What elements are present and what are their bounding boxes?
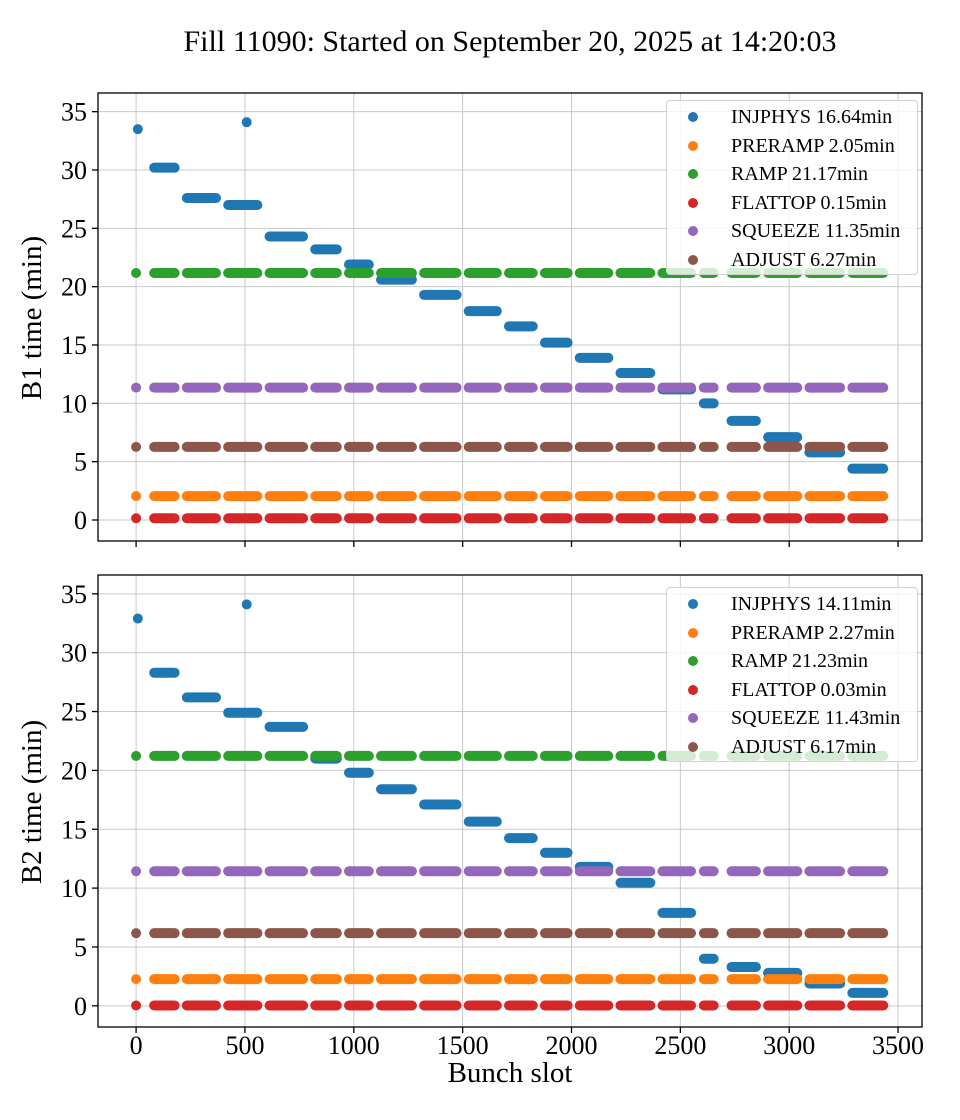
y-tick-label: 15 bbox=[61, 815, 87, 845]
legend-item-FLATTOP bbox=[667, 189, 917, 218]
y-tick-label: 25 bbox=[61, 697, 87, 727]
legend-item-SQUEEZE bbox=[667, 217, 917, 246]
y-tick-label: 0 bbox=[74, 506, 87, 535]
scatter-dot bbox=[131, 928, 141, 938]
legend-label: ADJUST 6.27min bbox=[731, 248, 877, 271]
legend-marker-dot bbox=[688, 198, 698, 208]
legend-marker-dot bbox=[688, 656, 698, 666]
legend-marker-dot bbox=[688, 685, 698, 695]
series-ADJUST bbox=[131, 442, 883, 452]
legend-item-RAMP bbox=[667, 647, 917, 676]
legend-item-FLATTOP bbox=[667, 676, 917, 705]
legend-label: SQUEEZE 11.35min bbox=[731, 220, 901, 242]
y-tick-label: 20 bbox=[61, 272, 87, 302]
y-tick-label: 5 bbox=[74, 932, 87, 962]
series-FLATTOP bbox=[131, 513, 883, 523]
legend-label: RAMP 21.17min bbox=[731, 163, 869, 185]
legend-item-INJPHYS bbox=[667, 590, 917, 619]
legend-label: RAMP 21.23min bbox=[731, 650, 869, 672]
legend-item-INJPHYS bbox=[667, 103, 917, 132]
y-tick-label: 25 bbox=[61, 214, 87, 244]
legend-marker-dot bbox=[688, 255, 698, 265]
scatter-dot bbox=[131, 442, 141, 452]
legend-marker-dot bbox=[688, 226, 698, 236]
legend-label: ADJUST 6.17min bbox=[731, 735, 877, 758]
series-PRERAMP bbox=[131, 974, 883, 984]
y-tick-label: 15 bbox=[61, 331, 87, 360]
x-tick-label: 2500 bbox=[654, 1031, 707, 1060]
y-tick-label: 35 bbox=[61, 97, 87, 127]
y-tick-label: 0 bbox=[74, 991, 87, 1021]
scatter-dot bbox=[133, 614, 143, 624]
legend-label: INJPHYS 14.11min bbox=[731, 593, 892, 615]
legend-marker-dot bbox=[688, 599, 698, 609]
series-ADJUST bbox=[131, 928, 883, 938]
scatter-dot bbox=[131, 1000, 141, 1010]
scatter-dot bbox=[242, 117, 252, 127]
series-PRERAMP bbox=[131, 491, 883, 501]
legend-item-SQUEEZE bbox=[667, 704, 917, 733]
legend-item-PRERAMP bbox=[667, 619, 917, 648]
legend-marker-dot bbox=[688, 112, 698, 122]
x-tick-label: 1000 bbox=[327, 1031, 380, 1060]
y-tick-label: 35 bbox=[61, 579, 87, 609]
y-axis-label-b1: B1 time (min) bbox=[16, 235, 48, 401]
legend-label: INJPHYS 16.64min bbox=[731, 106, 893, 128]
scatter-dot bbox=[131, 491, 141, 501]
x-tick-label: 3000 bbox=[763, 1031, 816, 1060]
legend-b1 bbox=[666, 100, 918, 275]
legend-marker-dot bbox=[688, 628, 698, 638]
x-tick-label: 0 bbox=[129, 1031, 143, 1060]
legend-marker-dot bbox=[688, 169, 698, 179]
legend-marker-dot bbox=[688, 141, 698, 151]
y-tick-label: 30 bbox=[61, 156, 87, 185]
figure-title: Fill 11090: Started on September 20, 2025 at 14:20:03 bbox=[183, 25, 837, 58]
y-tick-label: 30 bbox=[61, 638, 87, 668]
legend-label: SQUEEZE 11.43min bbox=[731, 707, 901, 729]
scatter-dot bbox=[242, 599, 252, 609]
legend-b2 bbox=[666, 587, 918, 762]
scatter-dot bbox=[131, 751, 141, 761]
x-axis-label: Bunch slot bbox=[447, 1057, 573, 1089]
legend-label: FLATTOP 0.15min bbox=[731, 191, 887, 214]
legend-label: PRERAMP 2.27min bbox=[731, 621, 895, 644]
scatter-dot bbox=[133, 124, 143, 134]
y-axis-label-b2: B2 time (min) bbox=[16, 719, 48, 885]
scatter-dot bbox=[131, 383, 141, 393]
legend-item-RAMP bbox=[667, 160, 917, 189]
y-tick-label: 5 bbox=[74, 447, 87, 477]
series-SQUEEZE bbox=[131, 383, 883, 393]
x-tick-label: 3500 bbox=[872, 1031, 925, 1060]
scatter-dot bbox=[131, 513, 141, 523]
legend-marker-dot bbox=[688, 742, 698, 752]
series-SQUEEZE bbox=[131, 866, 883, 876]
series-FLATTOP bbox=[131, 1000, 883, 1010]
legend-label: FLATTOP 0.03min bbox=[731, 678, 887, 701]
legend-label: PRERAMP 2.05min bbox=[731, 134, 895, 157]
x-tick-label: 500 bbox=[225, 1031, 265, 1060]
scatter-dot bbox=[131, 866, 141, 876]
y-tick-label: 10 bbox=[61, 389, 87, 419]
scatter-dot bbox=[131, 268, 141, 278]
y-tick-label: 10 bbox=[61, 874, 87, 904]
x-tick-label: 2000 bbox=[545, 1031, 598, 1060]
y-tick-label: 20 bbox=[61, 756, 87, 786]
scatter-dot bbox=[131, 974, 141, 984]
legend-marker-dot bbox=[688, 713, 698, 723]
legend-item-ADJUST bbox=[667, 246, 917, 275]
legend-item-ADJUST bbox=[667, 733, 917, 762]
legend-item-PRERAMP bbox=[667, 132, 917, 161]
x-tick-label: 1500 bbox=[436, 1031, 489, 1060]
